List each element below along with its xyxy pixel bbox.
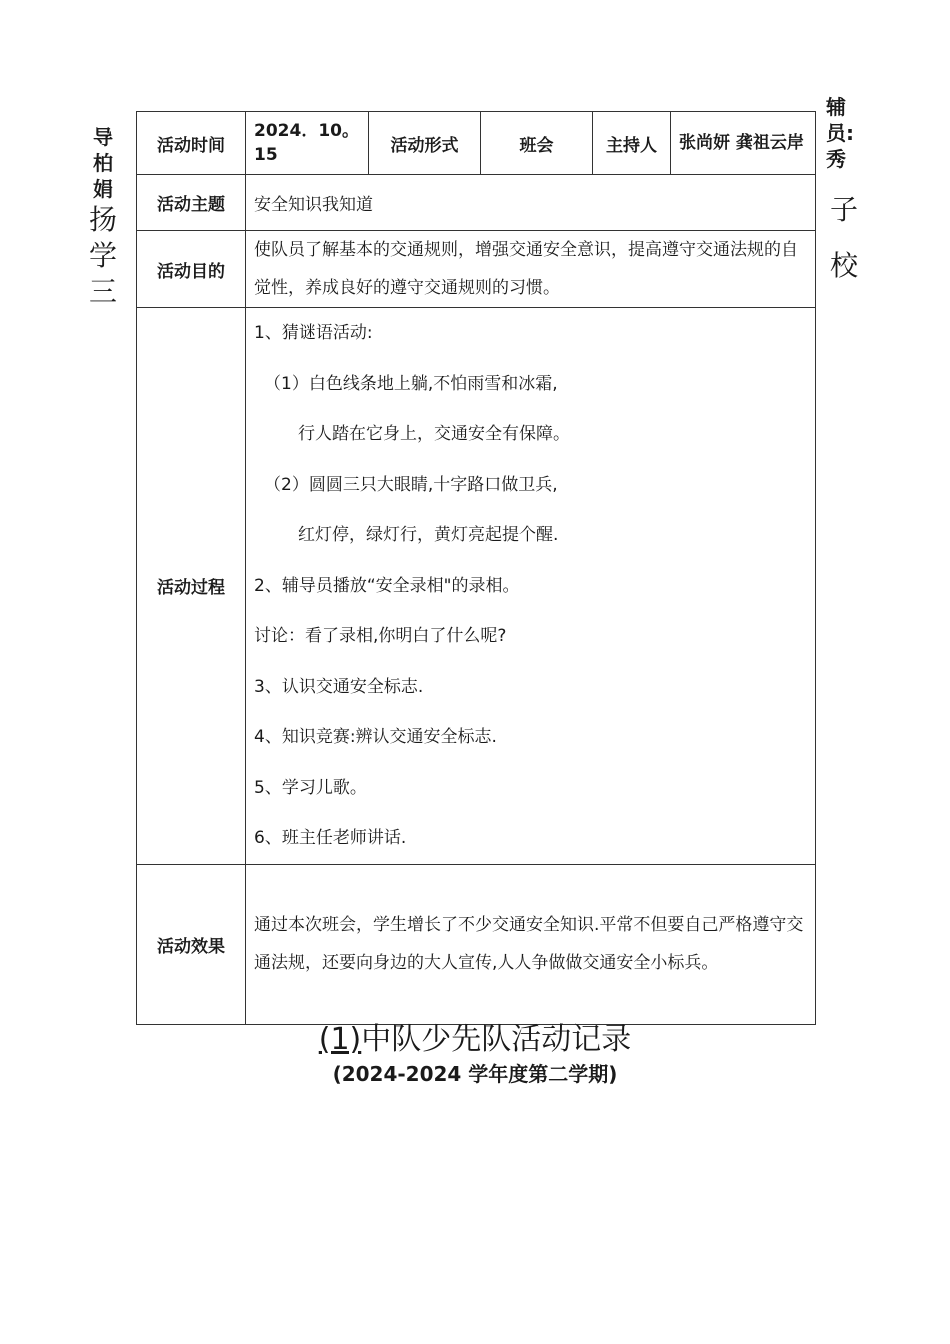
left-margin-text bbox=[86, 124, 120, 310]
form-value: 班会 bbox=[481, 112, 593, 175]
right-margin-char: 秀 bbox=[826, 147, 846, 171]
time-label: 活动时间 bbox=[137, 112, 246, 175]
process-line: 3、认识交通安全标志. bbox=[254, 676, 424, 697]
left-margin-char: 娟 bbox=[93, 177, 113, 201]
left-margin-char: 导 bbox=[93, 125, 113, 149]
process-line: 行人踏在它身上，交通安全有保障。 bbox=[298, 424, 570, 444]
left-margin-char: 学 bbox=[88, 239, 117, 272]
right-margin-char: 员: bbox=[826, 121, 854, 145]
record-title-text: 中队少先队活动记录 bbox=[361, 1022, 632, 1057]
process-label: 活动过程 bbox=[137, 308, 246, 865]
time-value: 2024．10。15 bbox=[246, 112, 369, 175]
process-line: （2）圆圆三只大眼睛,十字路口做卫兵, bbox=[264, 474, 558, 495]
process-line: 红灯停，绿灯行，黄灯亮起提个醒. bbox=[298, 525, 559, 545]
process-line: 5、学习儿歌。 bbox=[254, 777, 367, 798]
table-row bbox=[137, 231, 816, 308]
right-margin-char: 辅 bbox=[826, 95, 846, 119]
school-year-subtitle: (2024-2024 学年度第二学期) bbox=[332, 1062, 618, 1086]
record-title bbox=[0, 1020, 950, 1060]
process-line: 1、猜谜语活动: bbox=[254, 323, 373, 343]
right-margin-char: 校 bbox=[830, 249, 859, 282]
theme-value: 安全知识我知道 bbox=[246, 175, 816, 231]
process-content bbox=[246, 308, 816, 865]
process-line: 6、班主任老师讲话. bbox=[254, 828, 407, 848]
purpose-value: 使队员了解基本的交通规则，增强交通安全意识，提高遵守交通法规的自觉性，养成良好的遵守交通规则的习惯。 bbox=[246, 231, 816, 308]
process-line: （1）白色线条地上躺,不怕雨雪和冰霜, bbox=[264, 373, 558, 394]
right-margin-text bbox=[826, 94, 866, 284]
process-line: 2、辅导员播放“安全录相"的录相。 bbox=[254, 575, 520, 596]
purpose-label: 活动目的 bbox=[137, 231, 246, 308]
theme-label: 活动主题 bbox=[137, 175, 246, 231]
form-label: 活动形式 bbox=[369, 112, 481, 175]
table-row bbox=[137, 175, 816, 231]
host-value: 张尚妍 龚祖云岸 bbox=[671, 112, 816, 175]
left-margin-char: 柏 bbox=[93, 151, 113, 175]
process-line: 讨论：看了录相,你明白了什么呢? bbox=[254, 626, 507, 646]
activity-record-table bbox=[136, 111, 816, 1025]
table-row bbox=[137, 112, 816, 175]
process-line: 4、知识竞赛:辨认交通安全标志. bbox=[254, 727, 497, 747]
class-number: (1) bbox=[318, 1022, 362, 1057]
effect-label: 活动效果 bbox=[137, 864, 246, 1024]
left-margin-char: 三 bbox=[88, 275, 117, 308]
host-label: 主持人 bbox=[593, 112, 671, 175]
right-margin-char: 子 bbox=[830, 193, 859, 226]
left-margin-char: 扬 bbox=[88, 203, 117, 236]
effect-value: 通过本次班会，学生增长了不少交通安全知识.平常不但要自己严格遵守交通法规，还要向身边的大人宣传,人人争做做交通安全小标兵。 bbox=[246, 864, 816, 1024]
table-row bbox=[137, 308, 816, 865]
table-row bbox=[137, 864, 816, 1024]
